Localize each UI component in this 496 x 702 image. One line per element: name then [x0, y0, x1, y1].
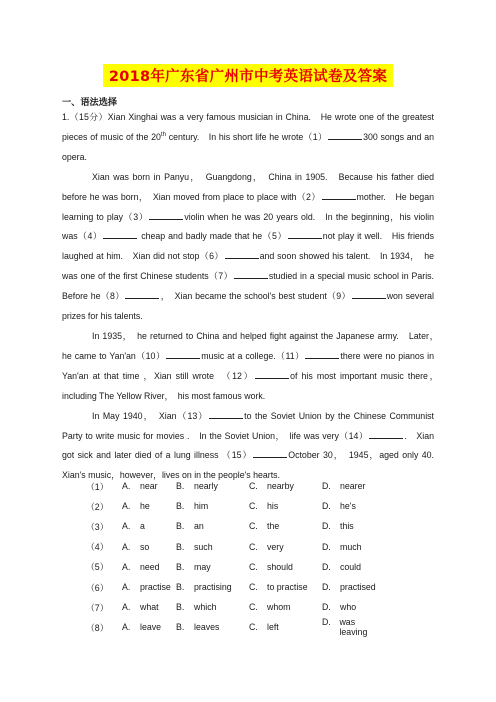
- blank-15[interactable]: [253, 448, 287, 458]
- choice-d[interactable]: [322, 582, 384, 592]
- option-number: （8）: [86, 622, 109, 633]
- choice-letter: C.: [249, 561, 258, 572]
- options-list: [86, 476, 384, 638]
- choice-b[interactable]: [176, 481, 249, 491]
- option-row-8: [86, 617, 384, 637]
- superscript-th: th: [160, 131, 166, 138]
- option-row-3: [86, 516, 384, 536]
- option-row-7: [86, 597, 384, 617]
- choice-text: which: [194, 602, 217, 613]
- p2-text-i: won several prizes for his talents.: [62, 291, 434, 322]
- blank-7[interactable]: [234, 269, 268, 279]
- choice-d[interactable]: [322, 602, 384, 612]
- blank-10[interactable]: [166, 349, 200, 359]
- choice-text: what: [140, 602, 159, 613]
- choice-b[interactable]: [176, 501, 249, 511]
- p2-text-e: not play it well. His friends laughed at him. Xian did not stop（6）: [62, 231, 434, 262]
- choice-text: need: [140, 561, 160, 572]
- blank-14[interactable]: [369, 429, 403, 439]
- choice-text: he: [140, 501, 150, 512]
- choice-text: leaves: [194, 622, 220, 633]
- choice-text: this: [340, 521, 354, 532]
- choice-text: to practise: [267, 582, 308, 593]
- choice-text: should: [267, 561, 293, 572]
- p2-text-g: studied in a special music school in Paris. Before he（8）: [62, 271, 443, 302]
- blank-9[interactable]: [352, 289, 386, 299]
- choice-d[interactable]: [322, 501, 384, 511]
- choice-text: his: [267, 501, 279, 512]
- choice-a[interactable]: [122, 542, 176, 552]
- intro-text-3: 300 songs and an opera.: [62, 131, 434, 162]
- paragraph-1: [62, 108, 434, 168]
- p2-text-c: violin when he was 20 years old. In the beginning，his violin was（4）: [62, 211, 434, 242]
- choice-c[interactable]: [249, 622, 322, 632]
- choice-b[interactable]: [176, 622, 249, 632]
- choice-c[interactable]: [249, 562, 322, 572]
- choice-text: practised: [340, 582, 376, 593]
- choice-letter: D.: [322, 561, 331, 572]
- choice-text: an: [194, 521, 204, 532]
- choice-text: a: [140, 521, 145, 532]
- choice-text: such: [194, 541, 213, 552]
- choice-c[interactable]: [249, 542, 322, 552]
- choice-c[interactable]: [249, 602, 322, 612]
- paragraph-2: [62, 168, 443, 327]
- option-number: （6）: [86, 582, 109, 593]
- blank-1[interactable]: [328, 130, 362, 140]
- choice-letter: C.: [249, 582, 258, 593]
- choice-text: whom: [267, 602, 291, 613]
- choice-text: the: [267, 521, 280, 532]
- choice-d[interactable]: [322, 617, 384, 637]
- choice-b[interactable]: [176, 521, 249, 531]
- blank-6[interactable]: [225, 249, 259, 259]
- blank-13[interactable]: [209, 409, 243, 419]
- blank-4[interactable]: [103, 229, 137, 239]
- p2-text-b: mother. He began learning to play（3）: [62, 191, 434, 222]
- blank-3[interactable]: [149, 210, 183, 220]
- blank-11[interactable]: [305, 349, 339, 359]
- choice-text: could: [340, 561, 362, 572]
- choice-letter: D.: [322, 582, 331, 593]
- paragraph-3: [62, 327, 443, 407]
- choice-text: nearly: [194, 481, 218, 492]
- title-container: [0, 64, 496, 87]
- p3-text-d: of his most important music there， including The Yellow River， his most famous work.: [62, 370, 443, 401]
- option-number: （1）: [86, 481, 109, 492]
- choice-a[interactable]: [122, 481, 176, 491]
- intro-text-2: century. In his short life he wrote（1）: [165, 131, 328, 142]
- choice-letter: B.: [176, 521, 185, 532]
- choice-b[interactable]: [176, 582, 249, 592]
- choice-letter: D.: [322, 617, 331, 628]
- option-number: （4）: [86, 542, 109, 553]
- choice-text: he's: [340, 501, 356, 512]
- choice-letter: C.: [249, 622, 258, 633]
- choice-a[interactable]: [122, 602, 176, 612]
- choice-d[interactable]: [322, 481, 384, 491]
- p3-text-b: music at a college.（11）: [201, 350, 305, 361]
- p2-text-f: and soon showed his talent. In 1934， he was one of the first Chinese students（7）: [62, 251, 434, 282]
- choice-text: him: [194, 501, 209, 512]
- choice-letter: D.: [322, 501, 331, 512]
- option-number: （2）: [86, 501, 109, 512]
- document-title: 2018年广东省广州市中考英语试卷及答案: [103, 64, 393, 87]
- blank-5[interactable]: [288, 229, 322, 239]
- choice-text: practise: [140, 582, 171, 593]
- choice-letter: B.: [176, 582, 185, 593]
- paragraph-4: [62, 407, 443, 487]
- choice-letter: A.: [122, 622, 131, 633]
- choice-text: who: [340, 602, 357, 613]
- choice-letter: D.: [322, 521, 331, 532]
- p4-text-a: In May 1940， Xian（13）: [92, 410, 209, 421]
- choice-letter: A.: [122, 541, 131, 552]
- choice-text: near: [140, 481, 158, 492]
- choice-a[interactable]: [122, 622, 176, 632]
- blank-8[interactable]: [125, 289, 159, 299]
- blank-2[interactable]: [322, 190, 356, 200]
- choice-letter: A.: [122, 501, 131, 512]
- choice-d[interactable]: [322, 521, 384, 531]
- choice-c[interactable]: [249, 521, 322, 531]
- p3-text-a: In 1935， he returned to China and helped fight against the Japanese army. Later， he came to Yan'an（10）: [62, 330, 443, 361]
- choice-letter: C.: [249, 481, 258, 492]
- choice-text: was leaving: [339, 617, 368, 638]
- p3-text-c: there were no pianos in Yan'an at that time ，Xian still wrote （12）: [62, 350, 434, 381]
- choice-d[interactable]: [322, 562, 384, 572]
- choice-letter: B.: [176, 602, 185, 613]
- choice-a[interactable]: [122, 501, 176, 511]
- choice-letter: B.: [176, 541, 185, 552]
- blank-12[interactable]: [255, 369, 289, 379]
- choice-b[interactable]: [176, 562, 249, 572]
- choice-text: very: [267, 541, 284, 552]
- choice-d[interactable]: [322, 542, 384, 552]
- option-number: （3）: [86, 521, 109, 532]
- section-heading: 一、语法选择: [62, 97, 118, 107]
- option-number: （5）: [86, 562, 109, 573]
- choice-letter: D.: [322, 481, 331, 492]
- p2-text-h: ， Xian became the school's best student（9）: [160, 291, 351, 302]
- option-row-5: [86, 557, 384, 577]
- choice-a[interactable]: [122, 562, 176, 572]
- p4-text-b: to the Soviet Union by the Chinese Communist Party to write music for movies . In the Soviet Union， life was very（14）: [62, 410, 435, 441]
- choice-letter: C.: [249, 541, 258, 552]
- option-row-4: [86, 537, 384, 557]
- option-row-1: [86, 476, 384, 496]
- option-number: （7）: [86, 602, 109, 613]
- p4-text-d: October 30， 1945，aged only 40. Xian's music，however，lives on in the people's hearts.: [62, 450, 443, 481]
- choice-text: left: [267, 622, 279, 633]
- choice-text: nearer: [340, 481, 366, 492]
- choice-letter: C.: [249, 521, 258, 532]
- choice-a[interactable]: [122, 582, 176, 592]
- choice-b[interactable]: [176, 602, 249, 612]
- choice-letter: B.: [176, 622, 185, 633]
- choice-text: may: [194, 561, 211, 572]
- choice-letter: A.: [122, 481, 131, 492]
- choice-letter: C.: [249, 501, 258, 512]
- choice-c[interactable]: [249, 481, 322, 491]
- intro-text: 1.（15分）Xian Xinghai was a very famous musician in China. He wrote one of the greatest pieces of music of the 20: [62, 112, 434, 142]
- choice-letter: B.: [176, 481, 185, 492]
- p2-text-d: cheap and badly made that he（5）: [141, 231, 287, 242]
- p2-text-a: Xian was born in Panyu， Guangdong， China in 1905. Because his father died before he was born， Xian moved from place to place with（2）: [62, 171, 434, 202]
- choice-letter: B.: [176, 561, 185, 572]
- choice-text: nearby: [267, 481, 294, 492]
- p4-text-c: . Xian got sick and later died of a lung illness （15）: [62, 430, 434, 461]
- choice-letter: B.: [176, 501, 185, 512]
- choice-letter: A.: [122, 582, 131, 593]
- choice-c[interactable]: [249, 501, 322, 511]
- passage: [62, 108, 443, 486]
- choice-letter: A.: [122, 602, 131, 613]
- choice-a[interactable]: [122, 521, 176, 531]
- choice-letter: A.: [122, 561, 131, 572]
- option-row-2: [86, 496, 384, 516]
- choice-text: practising: [194, 582, 232, 593]
- choice-b[interactable]: [176, 542, 249, 552]
- choice-c[interactable]: [249, 582, 322, 592]
- choice-letter: D.: [322, 541, 331, 552]
- choice-letter: C.: [249, 602, 258, 613]
- choice-text: leave: [140, 622, 162, 633]
- choice-text: much: [340, 541, 362, 552]
- choice-letter: D.: [322, 602, 331, 613]
- choice-letter: A.: [122, 521, 131, 532]
- choice-text: so: [140, 541, 150, 552]
- option-row-6: [86, 577, 384, 597]
